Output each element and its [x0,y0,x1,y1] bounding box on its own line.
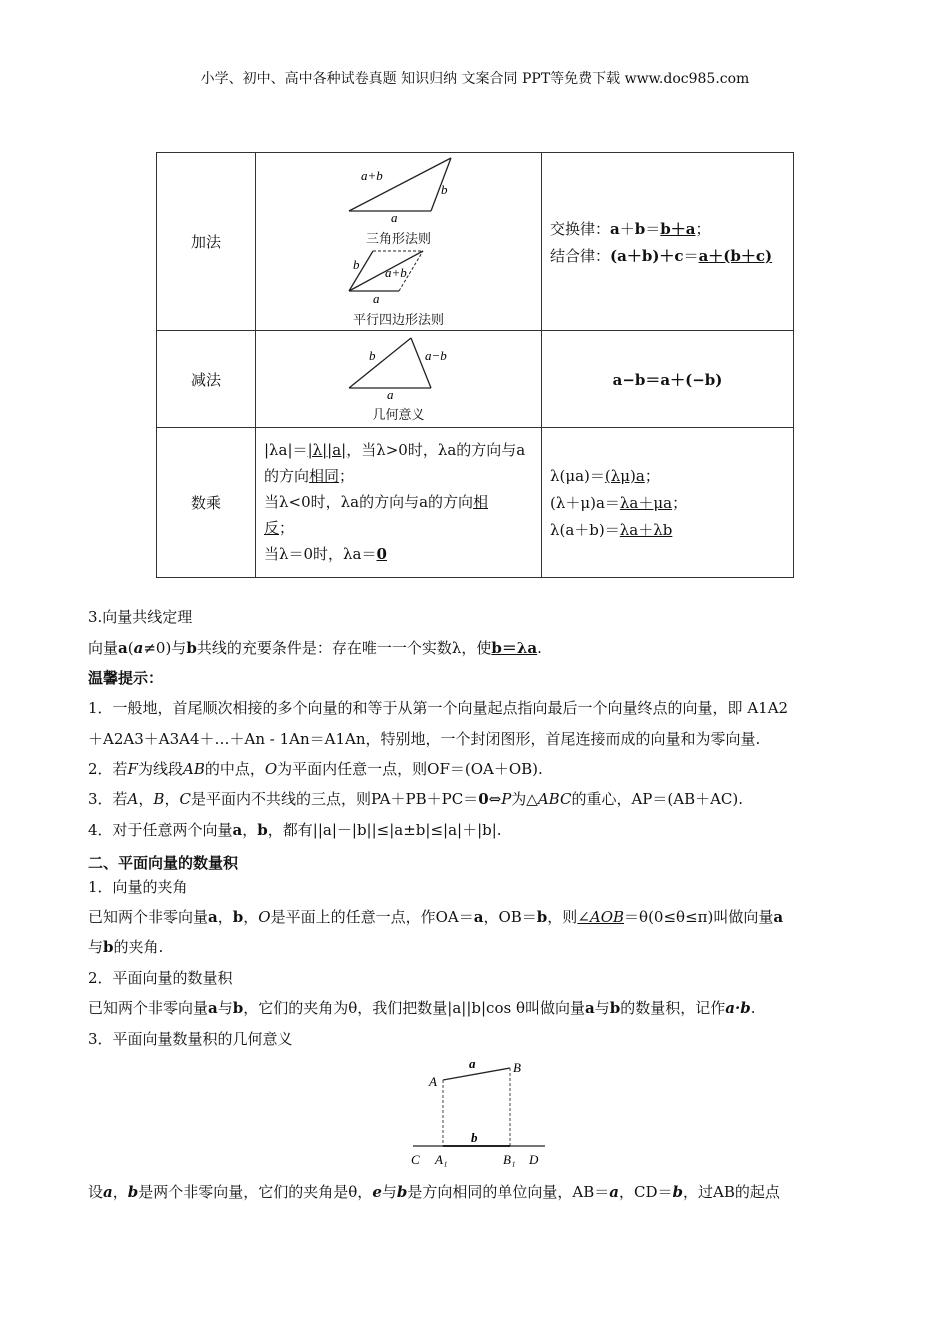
text-segment: b [232,908,244,926]
text-segment: AB [182,760,205,778]
text-segment: 共线的充要条件是：存在唯一一个实数λ，使 [196,639,492,657]
text-segment: 与 [381,1183,397,1201]
text-segment: ＝θ(0≤θ≤π)叫做向量 [624,908,774,926]
text-segment: a [609,1183,619,1201]
text-segment: 当λ＝0时，λa＝ [264,545,377,563]
rule-line [550,519,785,540]
vector-label: a [469,1058,476,1071]
addition-rules [542,153,794,331]
parallelogram-rule-figure [339,247,459,305]
text-segment: a [103,1183,113,1201]
text-segment: 3．若 [88,790,128,808]
text-segment: 是方向相同的单位向量，AB＝ [407,1183,610,1201]
text-segment: λ(μa)＝ [550,467,605,485]
point-label: B [513,1060,521,1075]
text-segment: a＋(b＋c) [698,246,773,265]
text-segment: ∠AOB [577,908,625,926]
paragraph-line [88,788,743,809]
paragraph-line [88,876,188,897]
text-segment: λa＋μa [619,494,673,512]
text-segment: ， [217,908,233,926]
text-segment: |λa|＝ [264,441,308,459]
point-label: A₁ [435,1152,448,1167]
text-segment: b [634,219,646,238]
text-segment: 0 [376,545,387,563]
text-segment: a−b＝a＋(−b) [612,370,723,389]
text-segment: a [208,908,218,926]
text-segment: λ(a＋b)＝ [550,521,620,539]
label: a [386,386,393,400]
text-segment: . [537,639,542,657]
desc-line [264,517,533,540]
label: a−b [424,347,447,363]
text-segment: b [103,938,114,956]
text-segment: 2．平面向量的数量积 [88,969,233,987]
text-segment: b [396,1183,408,1201]
text-segment: 的方向 [264,467,310,485]
text-segment: ABC [537,790,572,808]
text-segment: 交换律： [550,219,611,238]
text-segment: F [127,760,138,778]
text-segment: a [585,999,595,1017]
text-segment: 1．向量的夹角 [88,878,188,896]
paragraph-line [88,1181,780,1202]
text-segment: 向量 [88,639,119,657]
text-segment: ， [242,821,258,839]
text-segment: b [232,999,244,1017]
text-segment: 当λ<0时，λa的方向与a的方向 [264,493,474,511]
text-segment: A [127,790,139,808]
text-segment: 的重心，AP＝(AB＋AC). [571,790,744,808]
paragraph-line [88,758,543,779]
text-segment: ， [164,790,180,808]
text-segment: C [179,790,191,808]
text-segment: 4．对于任意两个向量 [88,821,233,839]
row-subtraction [157,331,794,428]
text-segment: ； [695,219,711,238]
text-segment: O [264,760,278,778]
vector-label: b [471,1130,478,1145]
text-segment: 为线段 [137,760,183,778]
text-segment: ，则 [547,908,578,926]
text-segment: |λ||a| [307,441,347,459]
caption: 平行四边形法则 [352,312,444,328]
text-segment: ，它们的夹角为θ，我们把数量|a||b|cos θ叫做向量 [243,999,585,1017]
caption: 三角形法则 [365,231,431,247]
subtraction-figure [256,331,542,428]
section-heading [88,852,238,873]
text-segment: ； [644,467,660,485]
text-segment: ＝ [645,219,661,238]
text-segment: 已知两个非零向量 [88,999,209,1017]
text-segment: ，都有||a|－|b||≤|a±b|≤|a|＋|b|. [267,821,502,839]
label: a [372,290,379,305]
page-header: 小学、初中、高中各种试卷真题 知识归纳 文案合同 PPT等免费下载 www.doc985.com [200,71,750,87]
text-segment: ，OB＝ [483,908,537,926]
text-segment: b [127,1183,139,1201]
label: b [352,256,359,272]
scalar-description [256,428,542,578]
text-segment: 结合律： [550,246,611,265]
text-segment: b＝λa [491,639,538,657]
text-segment: 为△ [511,790,538,808]
rule-line [550,465,785,486]
text-segment: 温馨提示： [88,669,164,687]
text-segment: a [208,999,218,1017]
text-segment: B [153,790,165,808]
rule-line [550,218,785,239]
text-segment: ≠0)与 [143,639,187,657]
text-segment: 是平面上的任意一点，作OA＝ [270,908,474,926]
text-segment: 相 [473,493,489,511]
point-label: C [411,1152,420,1167]
text-segment: 2．若 [88,760,128,778]
desc-line [264,543,533,566]
text-segment: a [473,908,484,926]
text-segment: ＋A2A3＋A3A4＋…＋An - 1An＝A1An，特别地，一个封闭图形，首尾连接而成的向量和为零向量. [88,730,761,748]
text-segment: a [118,639,128,657]
paragraph-line [88,967,233,988]
paragraph-line [88,819,502,840]
addition-figures [256,153,542,331]
geometric-meaning-figure [339,336,459,400]
text-segment: 二、平面向量的数量积 [88,854,239,872]
point-label: B₁ [503,1152,516,1167]
point-label: A [429,1074,437,1089]
point-label: D [529,1152,539,1167]
text-segment: O [258,908,271,926]
text-segment: ， [243,908,259,926]
text-segment: 反 [264,519,280,537]
text-segment: 0 [478,790,489,808]
text-segment: 相同 [309,467,340,485]
text-segment: 设 [88,1183,104,1201]
rule-line [550,492,785,513]
text-segment: 与 [217,999,233,1017]
paragraph-line [88,637,542,658]
text-segment: ，过AB的起点 [682,1183,780,1201]
text-segment: 与 [88,938,104,956]
caption: 几何意义 [372,407,425,423]
text-segment: 是两个非零向量，它们的夹角是θ， [138,1183,373,1201]
label: b [440,181,447,197]
op-name: 加法 [157,153,256,331]
paragraph-line [88,1028,293,1049]
text-segment: a [610,219,620,238]
text-segment: ＝ [683,246,699,265]
row-scalar-multiplication [157,428,794,578]
text-segment: ( [127,639,134,657]
op-name: 减法 [157,331,256,428]
text-segment: ， [112,1183,128,1201]
paragraph-line [88,728,760,749]
op-name: 数乘 [157,428,256,578]
text-segment: 与 [594,999,610,1017]
vector-operations-table [156,152,794,578]
text-segment: b [257,821,268,839]
text-segment: 的中点， [204,760,265,778]
text-segment: 是平面内不共线的三点，则PA＋PB＋PC＝ [190,790,479,808]
text-segment: (a＋b)＋c [610,246,684,265]
text-segment: ＋ [619,219,635,238]
text-segment: 1．一般地，首尾顺次相接的多个向量的和等于从第一个向量起点指向最后一个向量终点的向量，即 A1A2 [88,699,789,717]
dot-product-projection-figure [405,1058,555,1170]
text-segment: ，当λ>0时，λa的方向与a [346,441,526,459]
paragraph-line [88,936,163,957]
text-segment: 已知两个非零向量 [88,908,209,926]
text-segment: a [773,908,784,926]
text-segment: 3．平面向量数量积的几何意义 [88,1030,293,1048]
text-segment: ； [339,467,355,485]
text-segment: 为平面内任意一点，则OF＝(OA＋OB). [277,760,543,778]
label: a+b [360,167,383,183]
subtraction-rule [542,331,794,428]
text-segment: ， [138,790,154,808]
text-segment: ，CD＝ [618,1183,673,1201]
text-segment: a·b [725,999,751,1017]
rule-line [550,369,785,390]
paragraph-line [88,606,192,627]
desc-line [264,491,533,514]
text-segment: a [232,821,243,839]
label: b [368,347,375,363]
text-segment: (λ＋μ)a＝ [550,494,620,512]
section-heading [88,667,163,688]
paragraph-line [88,906,783,927]
paragraph-line [88,997,755,1018]
desc-line [264,465,533,488]
text-segment: ； [279,519,295,537]
text-segment: P [501,790,512,808]
text-segment: . [750,999,756,1017]
text-segment: ⇔ [488,790,502,808]
text-segment: 的数量积，记作 [620,999,726,1017]
text-segment: 3.向量共线定理 [88,608,193,626]
rule-line [550,245,785,266]
text-segment: 的夹角. [113,938,164,956]
paragraph-line [88,697,788,718]
text-segment: b [672,1183,683,1201]
text-segment: b [609,999,621,1017]
text-segment: ； [672,494,688,512]
text-segment: e [372,1183,382,1201]
text-segment: λa＋λb [619,521,673,539]
scalar-rules [542,428,794,578]
text-segment: b [536,908,548,926]
text-segment: a [133,639,144,657]
desc-line [264,439,533,462]
label: a+b [384,264,407,280]
text-segment: b [186,639,197,657]
row-addition [157,153,794,331]
label: a [390,209,397,224]
text-segment: (λμ)a [604,467,645,485]
text-segment: b＋a [660,219,696,238]
triangle-rule-figure [339,156,459,224]
